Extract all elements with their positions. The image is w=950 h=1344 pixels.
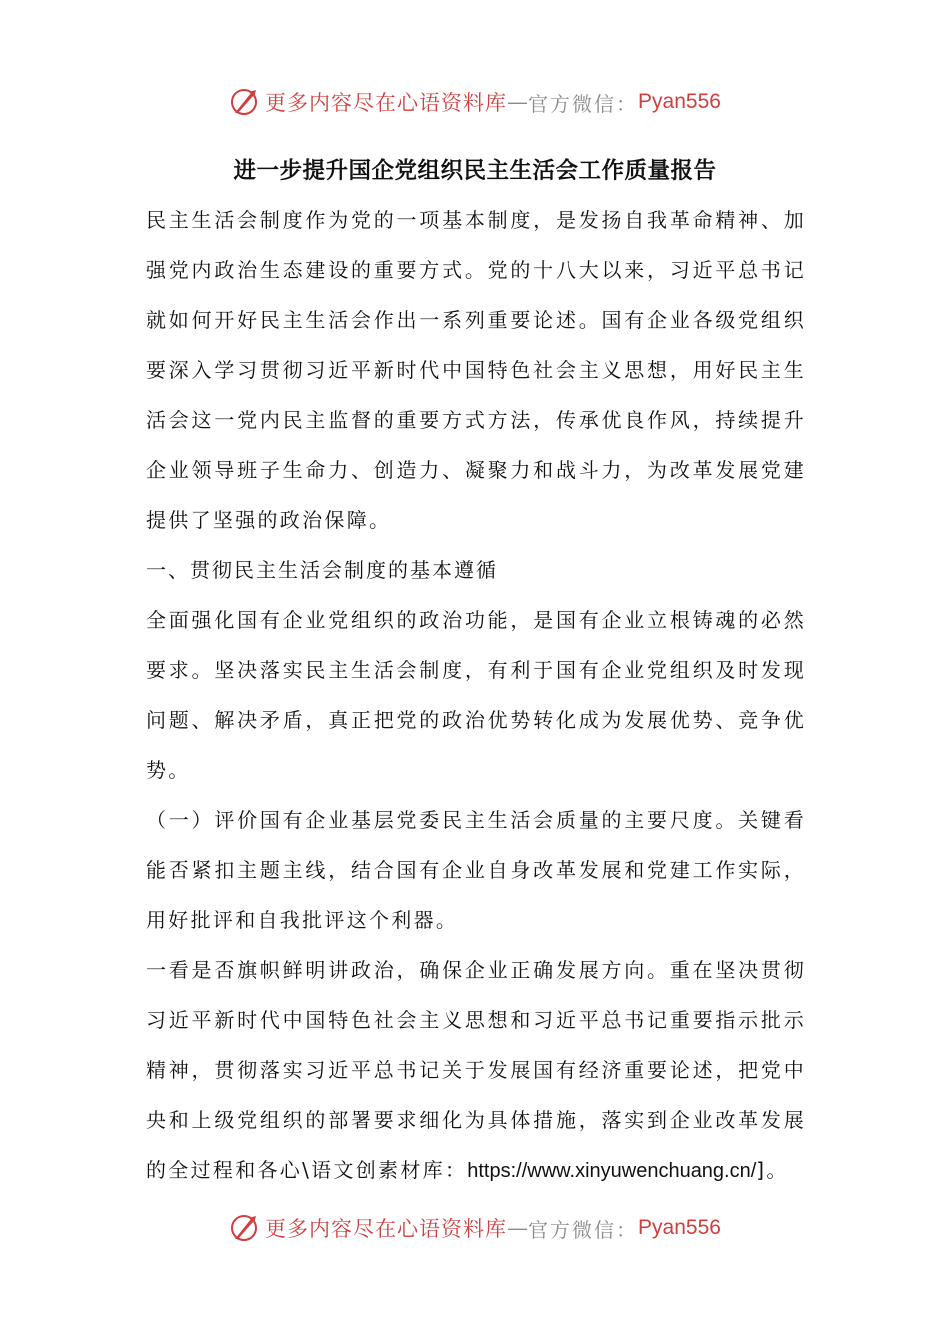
banner-wechat-id: Pyan556 — [638, 1216, 721, 1239]
banner-main-text: 更多内容尽在心语资料库 — [265, 1217, 508, 1241]
paragraph-point-1-text: 一看是否旗帜鲜明讲政治，确保企业正确发展方向。重在坚决贯彻习近平新时代中国特色社会主义思想和习近平总书记重要指示批示精神，贯彻落实习近平总书记关于发展国有经济重要论述，把党中央和上级党组织的部署要求细化为具体措施，落实到企业改革发展的全过程和各心\语文创素材库： — [146, 958, 806, 1182]
footer-watermark-banner — [0, 1208, 950, 1248]
document-title: 进一步提升国企党组织民主生活会工作质量报告 — [233, 158, 717, 184]
quill-circle-logo-icon — [229, 1213, 259, 1243]
section-heading-1: 一、贯彻民主生活会制度的基本遵循 — [146, 558, 498, 582]
paragraph-point-1-tail: ]。 — [756, 1158, 789, 1182]
paragraph-section-1: 全面强化国有企业党组织的政治功能，是国有企业立根铸魂的必然要求。坚决落实民主生活会制度，有利于国有企业党组织及时发现问题、解决矛盾，真正把党的政治优势转化成为发展优势、竞争优势。 — [146, 608, 806, 782]
source-url-link[interactable]: https://www.xinyuwenchuang.cn/ — [467, 1160, 757, 1182]
banner-wechat-id: Pyan556 — [638, 90, 721, 113]
paragraph-subsection-1: （一）评价国有企业基层党委民主生活会质量的主要尺度。关键看能否紧扣主题主线，结合国有企业自身改革发展和党建工作实际，用好批评和自我批评这个利器。 — [146, 808, 806, 932]
quill-circle-logo-icon — [229, 87, 259, 117]
banner-separator: — — [507, 1216, 529, 1240]
paragraph-intro: 民主生活会制度作为党的一项基本制度，是发扬自我革命精神、加强党内政治生态建设的重要方式。党的十八大以来，习近平总书记就如何开好民主生活会作出一系列重要论述。国有企业各级党组织要深入学习贯彻习近平新时代中国特色社会主义思想，用好民主生活会这一党内民主监督的重要方式方法，传承优良作风，持续提升企业领导班子生命力、创造力、凝聚力和战斗力，为改革发展党建提供了坚强的政治保障。 — [146, 208, 806, 532]
document-body — [146, 195, 806, 1196]
paragraph-point-1 — [146, 945, 806, 1196]
banner-separator: — — [507, 90, 529, 114]
banner-official-label: 官方微信： — [528, 91, 639, 116]
banner-official-label: 官方微信： — [528, 1217, 639, 1242]
header-watermark-banner — [0, 82, 950, 122]
banner-main-text: 更多内容尽在心语资料库 — [265, 91, 508, 115]
